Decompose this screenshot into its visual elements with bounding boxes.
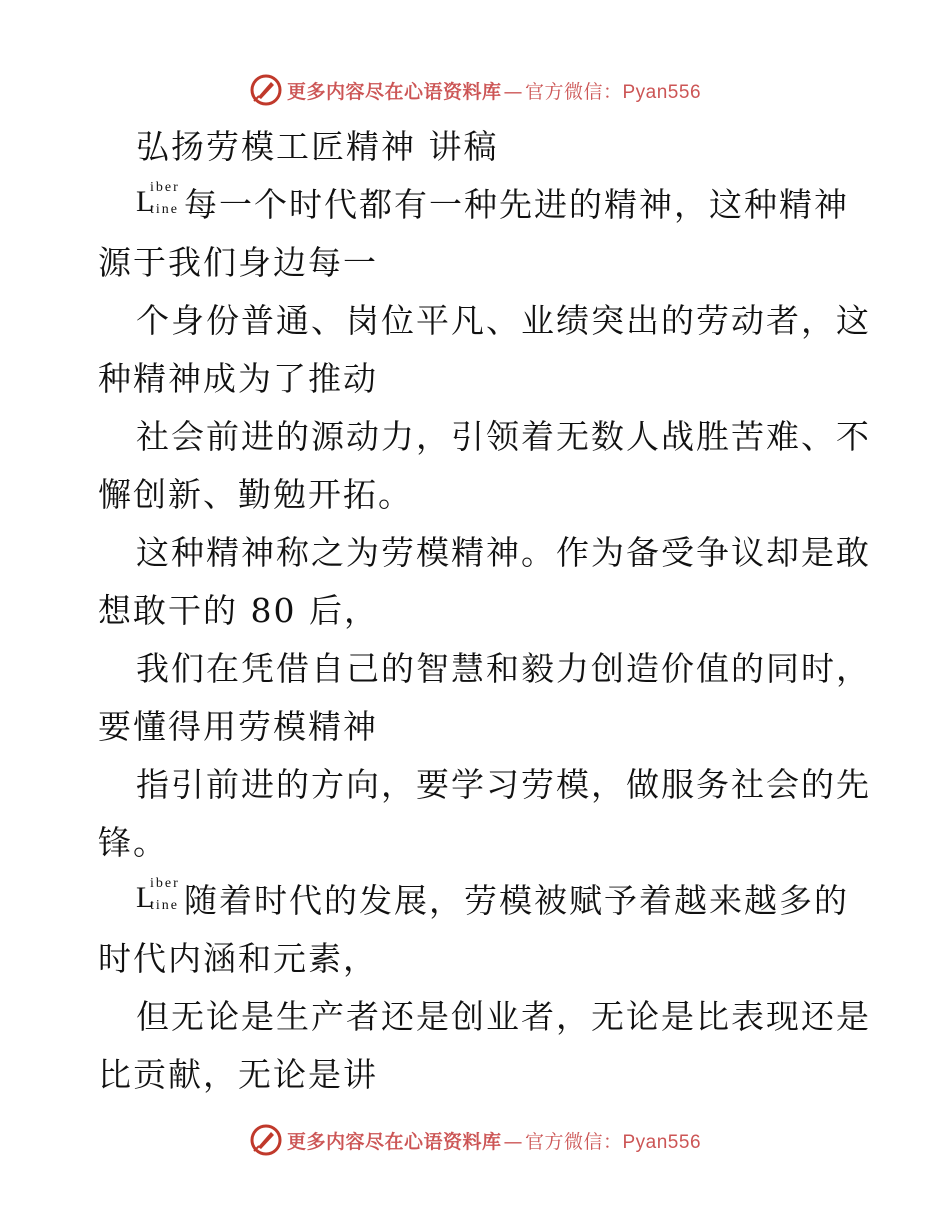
paragraph-line: 我们在凭借自己的智慧和毅力创造价值的同时，	[136, 649, 871, 688]
paragraph-line: 要懂得用劳模精神	[98, 707, 378, 746]
paragraph-line: 这种精神称之为劳模精神。作为备受争议却是敢	[136, 533, 871, 572]
document-title: 弘扬劳模工匠精神 讲稿	[136, 127, 499, 166]
paragraph-line	[98, 176, 858, 234]
paragraph-line: 种精神成为了推动	[98, 359, 378, 398]
banner-id: Pyan556	[622, 81, 702, 103]
quill-logo-icon	[249, 73, 283, 107]
paragraph-text: 随着时代的发展，劳模被赋予着越来越多的	[184, 881, 849, 920]
mark-sub: tine	[150, 202, 179, 217]
mark-sup: iber	[150, 180, 180, 195]
mark-big: L	[136, 185, 157, 218]
banner-text	[287, 77, 701, 104]
paragraph-text: 每一个时代都有一种先进的精神，这种精神	[184, 185, 849, 224]
mark-sup: iber	[150, 876, 180, 891]
paragraph-line: 懈创新、勤勉开拓。	[98, 475, 413, 514]
paragraph-line	[98, 872, 858, 930]
banner-rest: 官方微信：	[524, 1130, 623, 1153]
footer-banner	[0, 1120, 950, 1160]
paragraph-line: 指引前进的方向，要学习劳模，做服务社会的先	[136, 765, 871, 804]
banner-highlight: 更多内容尽在心语资料库	[286, 1130, 502, 1153]
paragraph-line: 个身份普通、岗位平凡、业绩突出的劳动者，这	[136, 301, 871, 340]
paragraph-line: 想敢干的 80 后，	[98, 591, 379, 630]
quill-logo-icon	[249, 1123, 283, 1157]
liberine-mark	[136, 182, 182, 222]
paragraph-line: 社会前进的源动力，引领着无数人战胜苦难、不	[136, 417, 871, 456]
banner-id: Pyan556	[622, 1131, 702, 1153]
paragraph-line: 源于我们身边每一	[98, 243, 378, 282]
banner-text	[287, 1127, 701, 1154]
document-body	[98, 118, 871, 1104]
banner-rest: 官方微信：	[524, 80, 623, 103]
liberine-mark	[136, 878, 182, 918]
paragraph-line: 时代内涵和元素，	[98, 939, 378, 978]
banner-dash: —	[503, 80, 523, 103]
mark-sub: tine	[150, 898, 179, 913]
mark-big: L	[136, 881, 157, 914]
paragraph-line: 比贡献，无论是讲	[98, 1055, 378, 1094]
paragraph-line: 但无论是生产者还是创业者，无论是比表现还是	[136, 997, 871, 1036]
paragraph-line: 锋。	[98, 823, 168, 862]
banner-dash: —	[503, 1130, 523, 1153]
header-banner	[0, 70, 950, 110]
banner-highlight: 更多内容尽在心语资料库	[286, 80, 502, 103]
